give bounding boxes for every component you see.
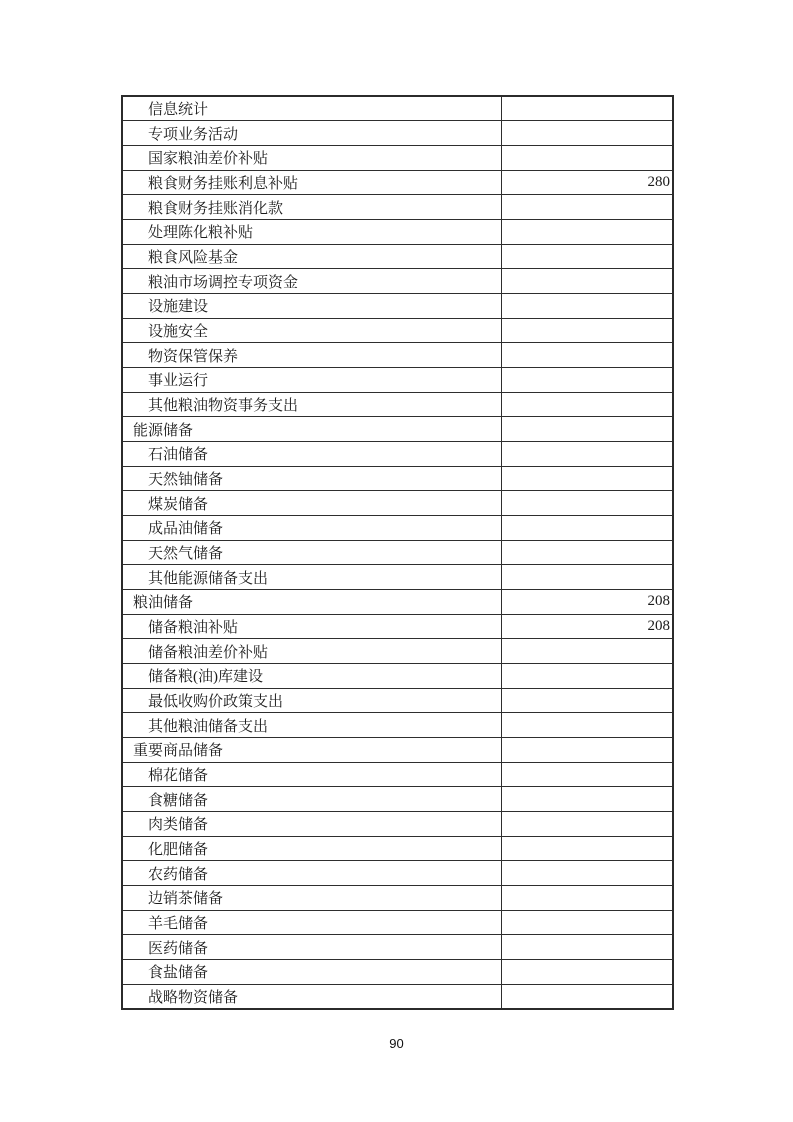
item-value — [501, 984, 673, 1009]
item-label: 其他粮油储备支出 — [122, 713, 501, 738]
item-label: 重要商品储备 — [122, 737, 501, 762]
table-row — [122, 861, 673, 886]
item-value — [501, 392, 673, 417]
table-row — [122, 811, 673, 836]
item-value: 280 — [501, 170, 673, 195]
item-value — [501, 417, 673, 442]
item-value — [501, 836, 673, 861]
table-row — [122, 491, 673, 516]
item-label: 其他粮油物资事务支出 — [122, 392, 501, 417]
item-value — [501, 861, 673, 886]
table-row — [122, 367, 673, 392]
item-value: 208 — [501, 589, 673, 614]
table-row — [122, 713, 673, 738]
item-label: 储备粮油差价补贴 — [122, 639, 501, 664]
item-value — [501, 886, 673, 911]
item-label: 最低收购价政策支出 — [122, 688, 501, 713]
table-row — [122, 984, 673, 1009]
item-label: 农药储备 — [122, 861, 501, 886]
item-value — [501, 343, 673, 368]
table-row — [122, 269, 673, 294]
item-value — [501, 195, 673, 220]
item-label: 设施安全 — [122, 318, 501, 343]
table-row — [122, 935, 673, 960]
table-row — [122, 121, 673, 146]
item-value — [501, 713, 673, 738]
item-label: 处理陈化粮补贴 — [122, 219, 501, 244]
item-label: 粮食财务挂账利息补贴 — [122, 170, 501, 195]
table-row — [122, 466, 673, 491]
table-row — [122, 886, 673, 911]
item-label: 边销茶储备 — [122, 886, 501, 911]
item-label: 天然铀储备 — [122, 466, 501, 491]
item-value — [501, 441, 673, 466]
table-row — [122, 614, 673, 639]
item-value: 208 — [501, 614, 673, 639]
table-row — [122, 318, 673, 343]
item-value — [501, 935, 673, 960]
item-value — [501, 787, 673, 812]
table-row — [122, 170, 673, 195]
table-row — [122, 293, 673, 318]
item-value — [501, 145, 673, 170]
item-label: 棉花储备 — [122, 762, 501, 787]
item-value — [501, 663, 673, 688]
item-value — [501, 269, 673, 294]
item-value — [501, 466, 673, 491]
item-value — [501, 540, 673, 565]
item-value — [501, 96, 673, 121]
item-label: 化肥储备 — [122, 836, 501, 861]
page-number: 90 — [389, 1036, 404, 1051]
item-value — [501, 639, 673, 664]
item-label: 粮油储备 — [122, 589, 501, 614]
item-label: 羊毛储备 — [122, 910, 501, 935]
item-label: 能源储备 — [122, 417, 501, 442]
budget-table — [121, 95, 674, 1010]
item-value — [501, 318, 673, 343]
item-label: 储备粮(油)库建设 — [122, 663, 501, 688]
item-label: 肉类储备 — [122, 811, 501, 836]
item-label: 粮油市场调控专项资金 — [122, 269, 501, 294]
table-row — [122, 219, 673, 244]
table-row — [122, 910, 673, 935]
item-value — [501, 293, 673, 318]
table-row — [122, 343, 673, 368]
item-label: 物资保管保养 — [122, 343, 501, 368]
table-row — [122, 145, 673, 170]
budget-table-body — [122, 96, 673, 1009]
table-row — [122, 836, 673, 861]
table-row — [122, 565, 673, 590]
item-value — [501, 910, 673, 935]
table-row — [122, 515, 673, 540]
table-row — [122, 244, 673, 269]
item-label: 国家粮油差价补贴 — [122, 145, 501, 170]
table-row — [122, 589, 673, 614]
table-row — [122, 762, 673, 787]
item-value — [501, 960, 673, 985]
item-value — [501, 121, 673, 146]
item-value — [501, 367, 673, 392]
item-label: 石油储备 — [122, 441, 501, 466]
item-value — [501, 491, 673, 516]
item-label: 粮食财务挂账消化款 — [122, 195, 501, 220]
table-row — [122, 663, 673, 688]
item-value — [501, 762, 673, 787]
table-row — [122, 392, 673, 417]
table-row — [122, 737, 673, 762]
item-value — [501, 737, 673, 762]
table-row — [122, 540, 673, 565]
item-value — [501, 244, 673, 269]
item-label: 事业运行 — [122, 367, 501, 392]
item-label: 成品油储备 — [122, 515, 501, 540]
item-label: 粮食风险基金 — [122, 244, 501, 269]
item-label: 设施建设 — [122, 293, 501, 318]
item-label: 信息统计 — [122, 96, 501, 121]
item-value — [501, 219, 673, 244]
item-label: 食盐储备 — [122, 960, 501, 985]
table-row — [122, 639, 673, 664]
item-label: 专项业务活动 — [122, 121, 501, 146]
table-row — [122, 787, 673, 812]
item-label: 战略物资储备 — [122, 984, 501, 1009]
table-row — [122, 688, 673, 713]
table-row — [122, 96, 673, 121]
item-label: 煤炭储备 — [122, 491, 501, 516]
item-label: 天然气储备 — [122, 540, 501, 565]
item-value — [501, 811, 673, 836]
item-value — [501, 565, 673, 590]
item-label: 医药储备 — [122, 935, 501, 960]
table-row — [122, 441, 673, 466]
item-value — [501, 688, 673, 713]
item-label: 储备粮油补贴 — [122, 614, 501, 639]
table-row — [122, 195, 673, 220]
table-row — [122, 960, 673, 985]
item-label: 其他能源储备支出 — [122, 565, 501, 590]
item-label: 食糖储备 — [122, 787, 501, 812]
item-value — [501, 515, 673, 540]
table-row — [122, 417, 673, 442]
